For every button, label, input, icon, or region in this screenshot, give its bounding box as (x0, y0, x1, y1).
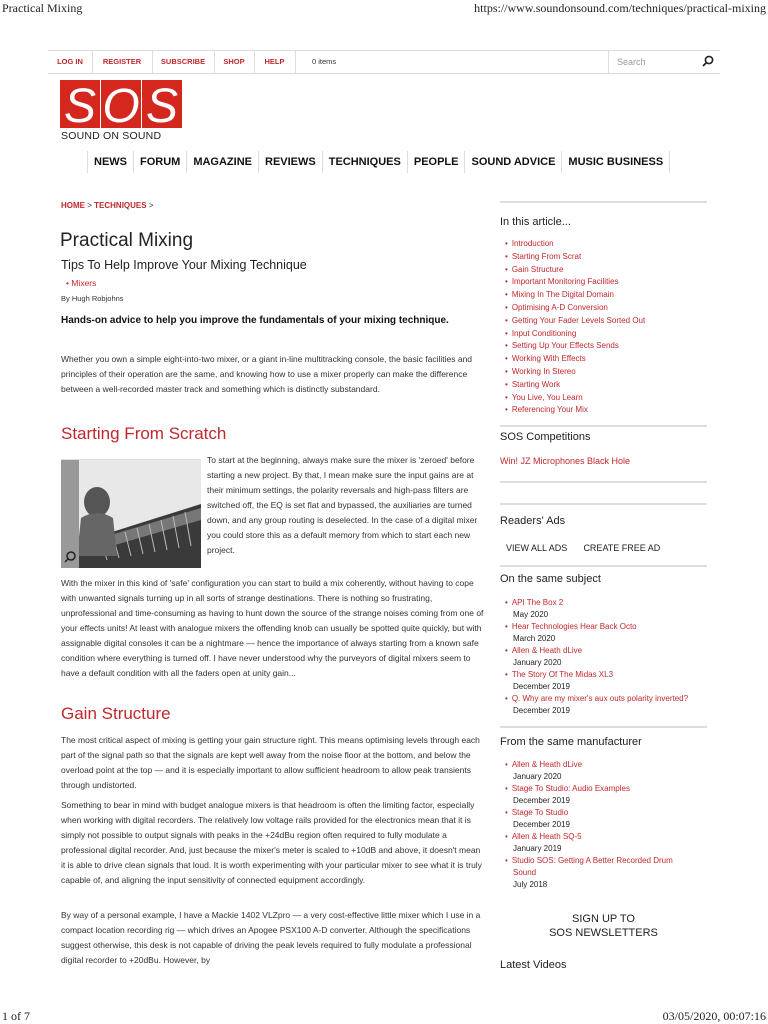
nav-music-business[interactable]: MUSIC BUSINESS (562, 151, 670, 173)
standfirst: Hands-on advice to help you improve the fundamentals of your mixing technique. (61, 315, 449, 326)
logo-letter: S (145, 80, 179, 130)
toc-link[interactable]: Starting Work (511, 379, 561, 389)
toc-link[interactable]: Referencing Your Mix (511, 405, 588, 415)
readers-ads-buttons (506, 543, 660, 553)
breadcrumb-separator: > (87, 201, 92, 210)
breadcrumb (61, 201, 154, 210)
related-date: March 2020 (513, 634, 556, 643)
article-photo[interactable] (61, 460, 201, 568)
related-date: December 2019 (513, 682, 570, 691)
related-link[interactable]: • Hear Technologies Hear Back Octo (505, 622, 637, 631)
sidebar-divider (500, 726, 707, 728)
toc-link[interactable]: You Live, You Learn (511, 392, 583, 402)
related-link[interactable]: • Q. Why are my mixer's aux outs polarity inverted? (505, 694, 688, 703)
related-link[interactable]: • Stage To Studio (505, 808, 568, 817)
cart-count[interactable]: 0 items (312, 57, 337, 66)
sidebar-divider (500, 201, 707, 203)
section1-paragraph-1: To start at the beginning, always make sure the mixer is 'zeroed' before starting a new project. By that, I mean make sure the input gains are at their minimum settings, the polarity reversals and high-pass filters are switched off, the EQ is set flat and bypassed, the auxiliaries are turned down, and any group routing is deselected. In the case of a digital mixer you could store this as a default memory from which to start each new project. (207, 455, 478, 555)
toc-link[interactable]: Setting Up Your Effects Sends (511, 341, 619, 351)
section-heading: Gain Structure (61, 704, 171, 723)
toc-link[interactable]: Gain Structure (511, 264, 564, 274)
newsletter-line-2: SOS NEWSLETTERS (549, 927, 658, 939)
toc-link[interactable]: Working With Effects (511, 354, 586, 364)
sos-logo[interactable] (60, 78, 182, 130)
article-title: Practical Mixing (60, 230, 194, 251)
related-link[interactable]: • Stage To Studio: Audio Examples (505, 784, 630, 793)
section2-paragraph-2: Something to bear in mind with budget analogue mixers is that headroom is often the limiting factor, especially when working with digital recorders. The relatively low voltage rails provided for the electronics mean that it is simply not possible to output signals with peaks in the +24dBu region often required to fully modulate a professional digital recorder. And, just because the mixer's meter is scaled to +10dB and above, it doesn't mean it is able to drive clean signals that loud. It is worth experimenting with your particular mixer to see what it is truly capable of, and aligning the input sensitivity of connected equipment accordingly. (61, 800, 482, 885)
category-tag: • Mixers (66, 278, 97, 288)
list-item (505, 621, 688, 645)
article-subtitle: Tips To Help Improve Your Mixing Technique (61, 258, 307, 272)
sidebar-heading: Latest Videos (500, 959, 567, 971)
author-byline: By Hugh Robjohns (61, 294, 124, 303)
nav-sound-advice[interactable]: SOUND ADVICE (465, 151, 562, 173)
register-link[interactable]: REGISTER (92, 51, 153, 73)
related-link[interactable]: • Allen & Heath dLive (505, 646, 582, 655)
toc-link[interactable]: Important Monitoring Facilities (511, 277, 619, 287)
intro-paragraph: Whether you own a simple eight-into-two mixer, or a giant in-line multitracking console, the basic facilities and principles of their operation are the same, and knowing how to use a mixer properly can make the difference between a well-recorded master track and something which is distinctly substandard. (61, 354, 473, 394)
breadcrumb-home[interactable]: HOME (61, 201, 85, 210)
same-subject-list (505, 597, 688, 717)
related-date: January 2020 (513, 772, 562, 781)
nav-forum[interactable]: FORUM (134, 151, 187, 173)
toc-link[interactable]: Getting Your Fader Levels Sorted Out (511, 315, 646, 325)
list-item (505, 645, 688, 669)
logo-tagline: SOUND ON SOUND (61, 130, 162, 142)
nav-people[interactable]: PEOPLE (408, 151, 466, 173)
logo-letter: S (63, 80, 97, 130)
nav-techniques[interactable]: TECHNIQUES (323, 151, 408, 173)
sidebar-divider (500, 565, 707, 567)
toc-link[interactable]: Working In Stereo (511, 366, 576, 376)
create-free-ad-button[interactable]: CREATE FREE AD (583, 543, 661, 553)
related-date: July 2018 (513, 880, 548, 889)
search-box (608, 51, 721, 73)
toc-link[interactable]: Starting From Scrat (511, 251, 582, 261)
list-item (505, 783, 673, 807)
sidebar-divider (500, 425, 707, 427)
breadcrumb-techniques[interactable]: TECHNIQUES (94, 201, 147, 210)
print-url: https://www.soundonsound.com/techniques/practical-mixing (474, 1, 766, 15)
sidebar-heading: In this article... (500, 216, 571, 228)
newsletter-signup[interactable] (500, 912, 707, 940)
related-date: December 2019 (513, 820, 570, 829)
main-nav (87, 151, 670, 173)
help-link[interactable]: HELP (254, 51, 296, 73)
related-link[interactable]: • Studio SOS: Getting A Better Recorded Drum (505, 856, 673, 865)
sidebar-divider (500, 481, 707, 483)
section1-paragraph-2: With the mixer in this kind of 'safe' configuration you can start to build a mix coherently, without having to cope with unwanted signals turning up in all sorts of strange destinations. There is nothing so frustrating, unprofessional and time-consuming as having to hunt down the source of the strange noises coming from one of your effects units! At least with analogue mixers the offending knob can usually be spotted quite quickly, but with assignable digital consoles it can be a nightmare — hence the importance of always starting from a known safe condition where everything is turned off. I have never understood why the purveyors of digital mixers seem to have a default condition with all the faders open at unity gain... (61, 578, 484, 678)
related-link[interactable]: • The Story Of The Midas XL3 (505, 670, 613, 679)
related-date: December 2019 (513, 796, 570, 805)
breadcrumb-separator: > (148, 201, 154, 210)
sidebar-heading: From the same manufacturer (500, 736, 642, 748)
logo-letter: O (102, 80, 140, 130)
sidebar-divider (500, 503, 707, 505)
related-link[interactable]: • API The Box 2 (505, 598, 563, 607)
nav-news[interactable]: NEWS (88, 151, 134, 173)
competition-link[interactable]: Win! JZ Microphones Black Hole (500, 456, 631, 466)
related-link[interactable]: • Allen & Heath SQ-5 (505, 832, 582, 841)
same-manufacturer-list (505, 759, 673, 891)
related-link-continued[interactable]: Sound (513, 868, 537, 877)
list-item (505, 759, 673, 783)
list-item (505, 669, 688, 693)
toc-link[interactable]: Mixing In The Digital Domain (511, 290, 614, 300)
print-page-number: 1 of 7 (2, 1009, 30, 1023)
sidebar-heading: SOS Competitions (500, 431, 591, 443)
toc-link[interactable]: Introduction (511, 239, 554, 248)
section-heading: Starting From Scratch (61, 424, 227, 443)
search-input[interactable] (615, 54, 699, 70)
related-date: December 2019 (513, 706, 570, 715)
list-item (505, 693, 688, 717)
list-item (505, 831, 673, 855)
sidebar-heading: Readers' Ads (500, 515, 566, 527)
section2-paragraph-3: By way of a personal example, I have a Mackie 1402 VLZpro — a very cost-effective little mixer which I use in a compact location recording rig — which drives an Apogee PSX100 A-D converter. Although the specifications suggest otherwise, this desk is not capable of driving the peak levels required to fully modulate a professional digital recorder to +20dBu. However, by (61, 910, 481, 965)
article-toc (505, 238, 645, 417)
related-date: January 2020 (513, 658, 562, 667)
nav-magazine[interactable]: MAGAZINE (187, 151, 259, 173)
print-title: Practical Mixing (2, 1, 83, 15)
related-date: May 2020 (513, 610, 549, 619)
list-item (505, 855, 673, 891)
related-date: January 2019 (513, 844, 562, 853)
search-icon[interactable] (702, 55, 714, 67)
login-link[interactable]: LOG IN (48, 51, 93, 73)
view-all-ads-button[interactable]: VIEW ALL ADS (506, 543, 568, 553)
sidebar-heading: On the same subject (500, 573, 601, 585)
list-item (505, 807, 673, 831)
top-bar (48, 50, 720, 74)
section2-paragraph-1: The most critical aspect of mixing is getting your gain structure right. This means optimising levels through each part of the signal path so that the signals are kept well away from the noise floor at the bottom, and below the overload point at the top — and it is especially important to allow sufficient headroom to allow peak transients through undistorted. (61, 735, 480, 790)
subscribe-link[interactable]: SUBSCRIBE (152, 51, 215, 73)
nav-reviews[interactable]: REVIEWS (259, 151, 323, 173)
shop-link[interactable]: SHOP (214, 51, 255, 73)
list-item (505, 597, 688, 621)
toc-link[interactable]: Input Conditioning (511, 328, 577, 338)
toc-link[interactable]: Optimising A-D Conversion (511, 302, 608, 312)
category-link[interactable]: Mixers (71, 278, 97, 288)
print-date: 03/05/2020, 00:07:16 (662, 1009, 766, 1023)
newsletter-line-1: SIGN UP TO (572, 913, 635, 925)
related-link[interactable]: • Allen & Heath dLive (505, 760, 582, 769)
